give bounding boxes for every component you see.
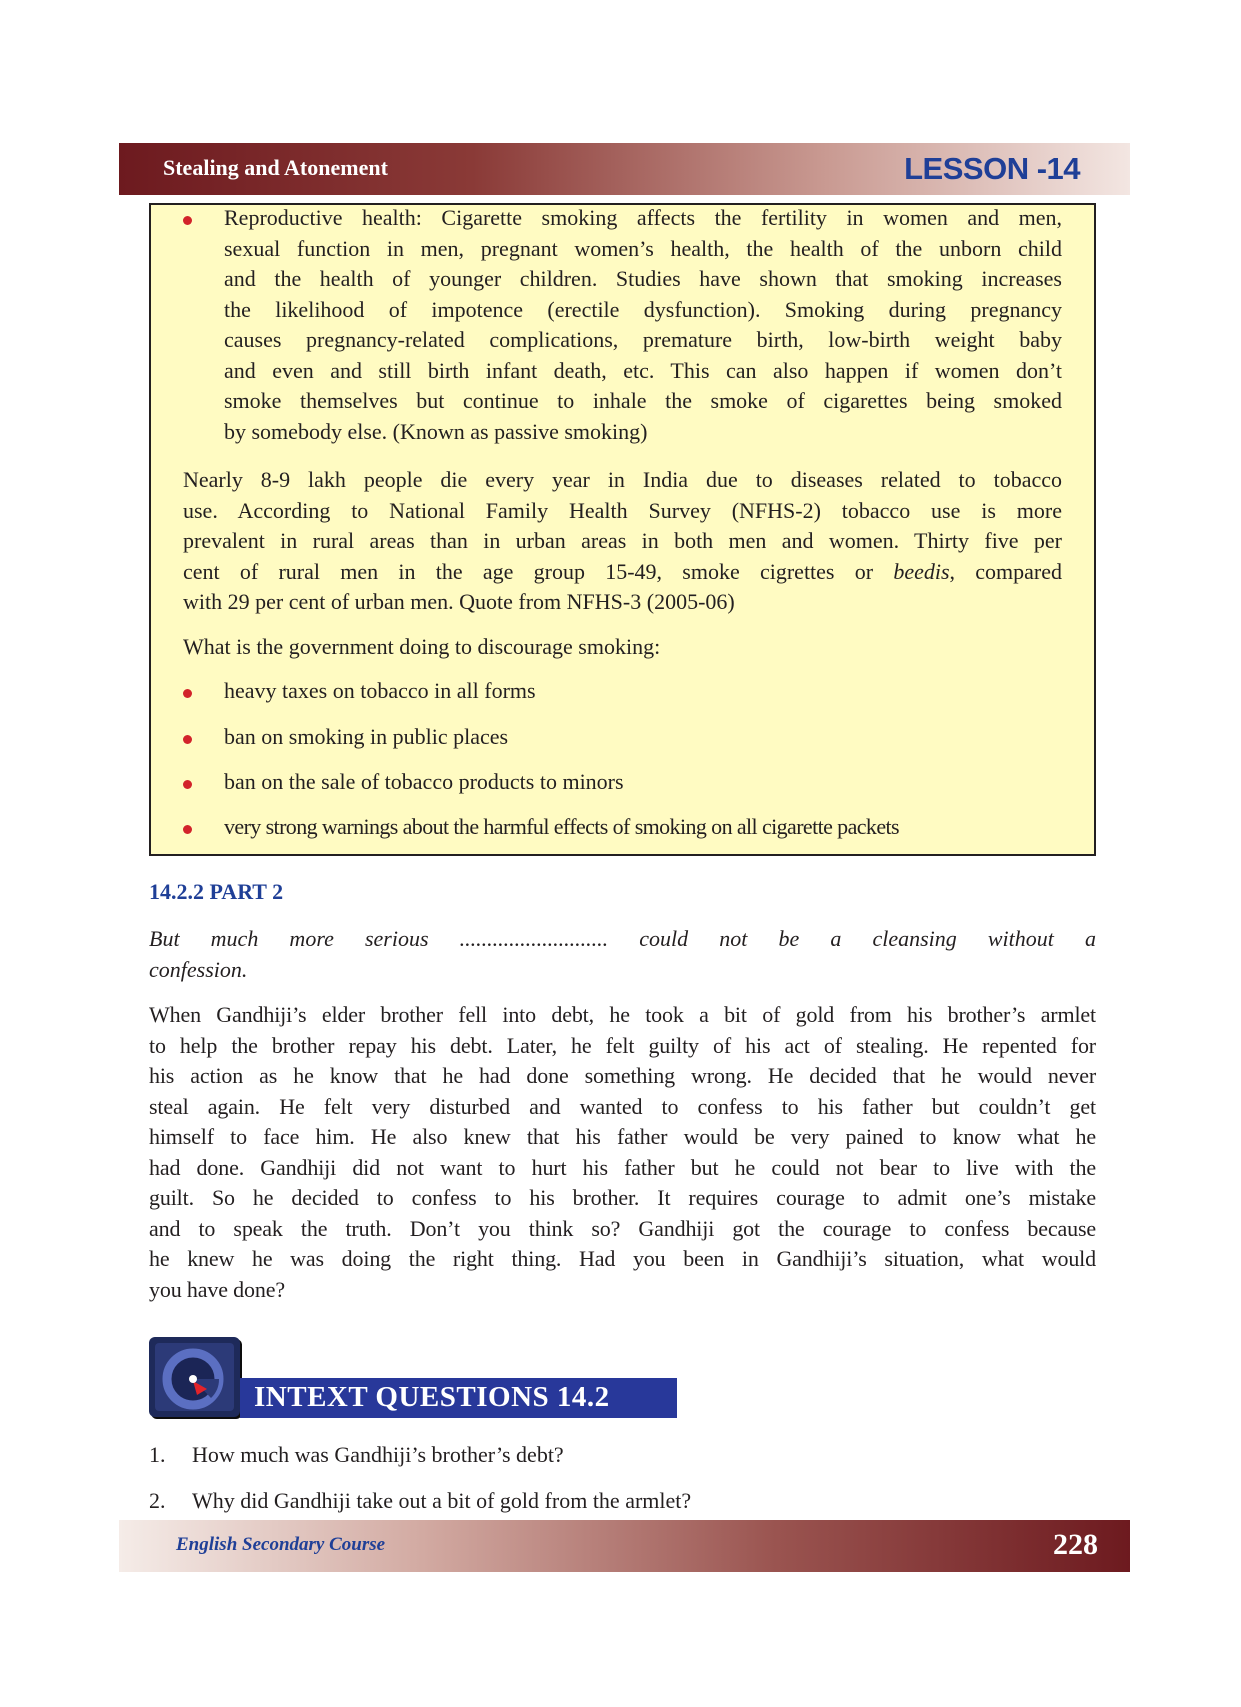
text-line: prevalent in rural areas than in urban areas in both men and women. Thirty five per	[183, 528, 1062, 553]
bullet-icon	[183, 735, 192, 744]
italic-term: beedis	[893, 558, 950, 584]
story-paragraph	[149, 1000, 1096, 1305]
text-line: confession.	[149, 956, 248, 982]
text-line: smoke themselves but continue to inhale the smoke of cigarettes being smoked	[224, 388, 1062, 413]
bullet-icon	[183, 780, 192, 789]
question-icon-graphic	[149, 1337, 240, 1417]
question-icon	[149, 1337, 240, 1417]
reproductive-health-paragraph	[224, 203, 1062, 447]
text-line: you have done?	[149, 1276, 285, 1302]
text-line: to help the brother repay his debt. Later, he felt guilty of his act of stealing. He repented for	[149, 1032, 1096, 1058]
text-line: and to speak the truth. Don’t you think so? Gandhiji got the courage to confess because	[149, 1215, 1096, 1241]
measure-item: very strong warnings about the harmful effects of smoking on all cigarette packets	[224, 814, 899, 839]
text-line: his action as he know that he had done something wrong. He decided that he would never	[149, 1063, 1096, 1088]
page-number: 228	[1053, 1528, 1098, 1561]
text-line: Reproductive health: Cigarette smoking affects the fertility in women and men,	[224, 205, 1062, 230]
course-name: English Secondary Course	[176, 1534, 386, 1555]
text-line: When Gandhiji’s elder brother fell into debt, he took a bit of gold from his brother’s armlet	[149, 1002, 1096, 1027]
page-footer	[119, 1520, 1130, 1572]
chapter-title: Stealing and Atonement	[163, 155, 388, 180]
text-line: guilt. So he decided to confess to his brother. It requires courage to admit one’s mistake	[149, 1185, 1096, 1210]
page-header	[119, 143, 1130, 195]
text-line: sexual function in men, pregnant women’s health, the health of the unborn child	[224, 235, 1062, 261]
question-text: How much was Gandhiji’s brother’s debt?	[192, 1442, 564, 1467]
text-line: with 29 per cent of urban men. Quote from NFHS-3 (2005-06)	[183, 589, 735, 614]
intext-title: INTEXT QUESTIONS 14.2	[254, 1381, 610, 1413]
text-line: Nearly 8-9 lakh people die every year in India due to diseases related to tobacco	[183, 467, 1062, 492]
text-line: himself to face him. He also knew that his father would be very pained to know what he	[149, 1124, 1096, 1149]
excerpt-reference	[149, 924, 1096, 985]
text-line: steal again. He felt very disturbed and wanted to confess to his father but couldn’t get	[149, 1093, 1096, 1119]
lesson-label: LESSON -14	[904, 151, 1080, 186]
text-line: had done. Gandhiji did not want to hurt his father but he could not bear to live with the	[149, 1154, 1096, 1180]
question-number: 2.	[149, 1488, 166, 1513]
measure-item: ban on the sale of tobacco products to minors	[224, 769, 624, 794]
measure-item: heavy taxes on tobacco in all forms	[224, 678, 536, 703]
text-segment: , compared	[949, 558, 1063, 584]
text-line: and the health of younger children. Studies have shown that smoking increases	[224, 266, 1062, 291]
text-line: he knew he was doing the right thing. Had you been in Gandhiji’s situation, what would	[149, 1246, 1096, 1271]
bullet-icon	[183, 216, 192, 225]
text-line: causes pregnancy-related complications, premature birth, low-birth weight baby	[224, 327, 1062, 352]
text-line: and even and still birth infant death, etc. This can also happen if women don’t	[224, 357, 1062, 383]
text-line: But much more serious ........................... could not be a cleansing without a	[149, 926, 1096, 951]
intext-questions-banner	[240, 1378, 677, 1418]
measure-item: ban on smoking in public places	[224, 724, 509, 749]
section-heading: 14.2.2 PART 2	[149, 879, 284, 904]
bullet-icon	[183, 825, 192, 834]
text-line	[183, 557, 1062, 588]
question-text: Why did Gandhiji take out a bit of gold from the armlet?	[192, 1488, 692, 1513]
text-segment: cent of rural men in the age group 15-49, smoke cigrettes or	[183, 558, 894, 584]
text-line: the likelihood of impotence (erectile dysfunction). Smoking during pregnancy	[224, 296, 1062, 322]
government-question: What is the government doing to discourage smoking:	[183, 634, 661, 659]
question-number: 1.	[149, 1442, 166, 1467]
text-line: by somebody else. (Known as passive smoking)	[224, 418, 648, 444]
tobacco-statistics-paragraph	[183, 465, 1062, 618]
bullet-icon	[183, 689, 192, 698]
text-line: use. According to National Family Health Survey (NFHS-2) tobacco use is more	[183, 497, 1062, 523]
